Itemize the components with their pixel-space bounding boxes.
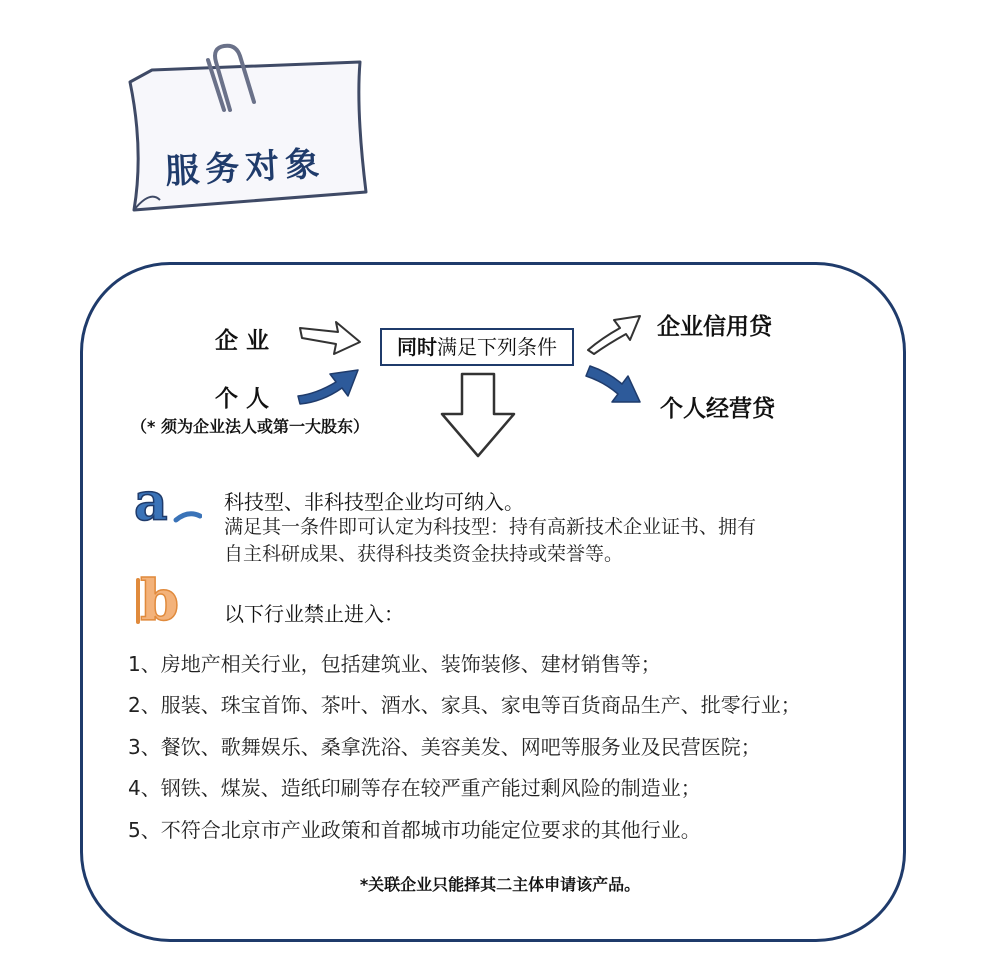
- section-b-heading: 以下行业禁止进入：: [224, 602, 404, 626]
- industry-item-4: 4、钢铁、煤炭、造纸印刷等存在较严重产能过剩风险的制造业；: [128, 776, 701, 800]
- label-individual: 个 人: [215, 386, 270, 412]
- section-a-line1: 满足其一条件即可认定为科技型：持有高新技术企业证书、拥有: [224, 516, 757, 538]
- page-title: 服务对象: [164, 143, 327, 193]
- footnote: *关联企业只能择其二主体申请该产品。: [359, 875, 641, 894]
- section-a-heading: 科技型、非科技型企业均可纳入。: [224, 490, 524, 514]
- arrow-down-outline-icon: [440, 372, 516, 458]
- industry-item-1: 1、房地产相关行业，包括建筑业、装饰装修、建材销售等；: [128, 652, 661, 676]
- industry-item-5: 5、不符合北京市产业政策和首都城市功能定位要求的其他行业。: [128, 818, 701, 842]
- letter-a-icon: [130, 480, 202, 528]
- industry-item-3: 3、餐饮、歌舞娱乐、桑拿洗浴、美容美发、网吧等服务业及民营医院；: [128, 735, 761, 759]
- condition-bold: 同时: [397, 335, 437, 359]
- arrow-up-right-outline-icon: [584, 310, 644, 356]
- individual-requirement-note: （* 须为企业法人或第一大股东）: [131, 417, 369, 436]
- letter-b-icon: [134, 572, 204, 626]
- label-personal-business-loan: 个人经营贷: [660, 396, 775, 422]
- letter-b-glyph: b: [140, 572, 180, 626]
- condition-text: 满足下列条件: [437, 335, 557, 359]
- condition-box: [380, 328, 574, 366]
- label-enterprise-credit-loan: 企业信用贷: [657, 314, 772, 340]
- label-enterprise: 企 业: [215, 328, 270, 354]
- sticky-note-icon: [120, 40, 370, 225]
- arrow-right-filled-icon: [296, 362, 362, 406]
- letter-a-glyph: a: [134, 480, 168, 528]
- arrow-down-right-filled-icon: [584, 362, 644, 410]
- industry-item-2: 2、服装、珠宝首饰、茶叶、酒水、家具、家电等百货商品生产、批零行业；: [128, 693, 801, 717]
- arrow-right-outline-icon: [298, 318, 364, 358]
- section-a-line2: 自主科研成果、获得科技类资金扶持或荣誉等。: [224, 543, 624, 565]
